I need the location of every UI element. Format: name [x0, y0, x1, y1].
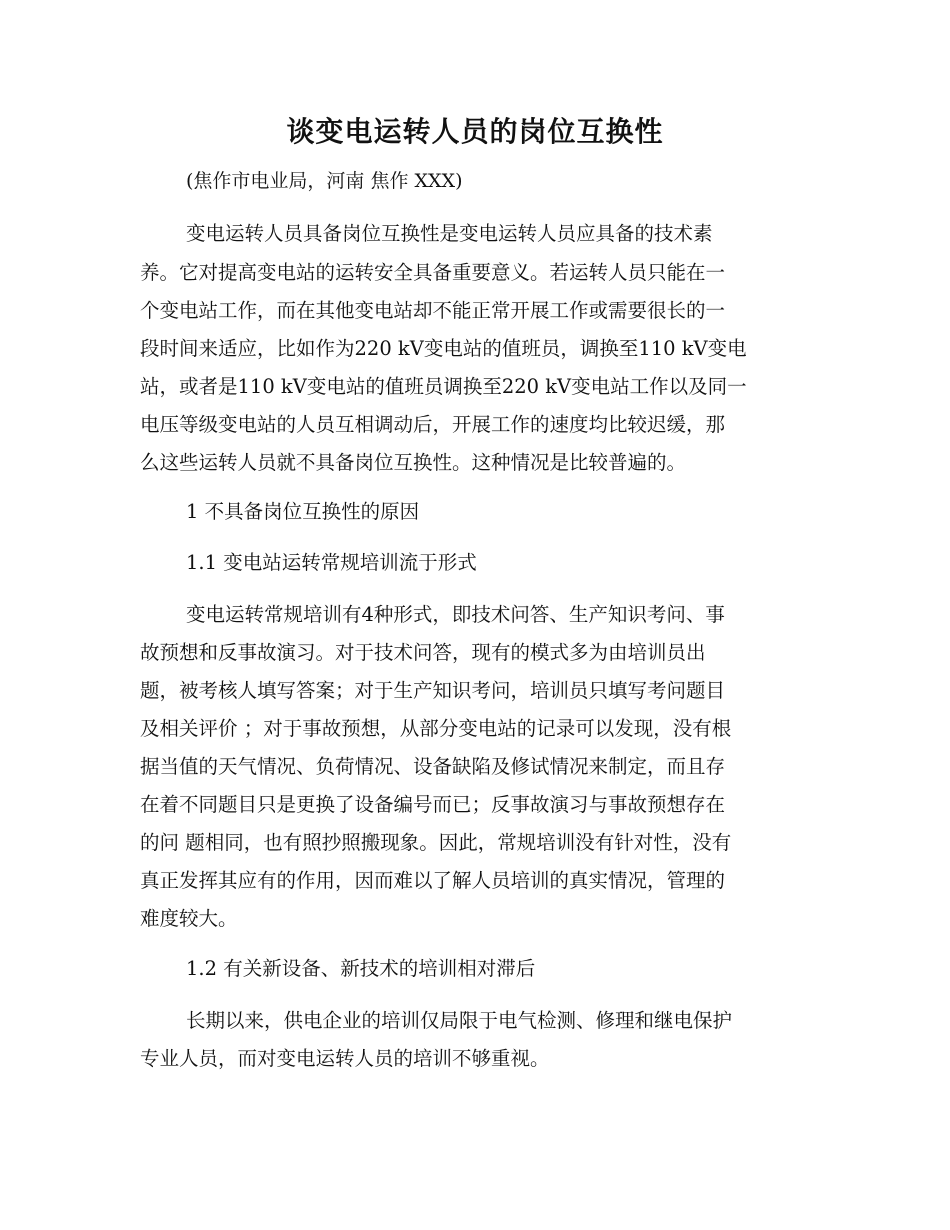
document-title: 谈变电运转人员的岗位互换性	[286, 115, 664, 148]
paragraph-line: 养。它对提高变电站的运转安全具备重要意义。若运转人员只能在一	[140, 261, 726, 284]
paragraph-line: 变电运转人员具备岗位互换性是变电运转人员应具备的技术素	[186, 222, 713, 245]
paragraph-line: 在着不同题目只是更换了设备编号而已；反事故演习与事故预想存在	[140, 793, 726, 816]
paragraph-line: 及相关评价 ；对于事故预想，从部分变电站的记录可以发现，没有根	[140, 717, 732, 740]
section-heading-1-2: 1.2 有关新设备、新技术的培训相对滞后	[186, 957, 536, 980]
paragraph-line: 长期以来，供电企业的培训仅局限于电气检测、修理和继电保护	[186, 1009, 733, 1032]
section-heading-1: 1 不具备岗位互换性的原因	[186, 500, 420, 523]
paragraph-line: 真正发挥其应有的作用，因而难以了解人员培训的真实情况，管理的	[140, 869, 726, 892]
paragraph-line: 据当值的天气情况、负荷情况、设备缺陷及修试情况来制定，而且存	[140, 755, 726, 778]
paragraph-line: 段时间来适应，比如作为220 kV变电站的值班员，调换至110 kV变电	[140, 337, 747, 360]
paragraph-line: 专业人员，而对变电运转人员的培训不够重视。	[140, 1047, 550, 1070]
paragraph-line: 故预想和反事故演习。对于技术问答，现有的模式多为由培训员出	[140, 641, 706, 664]
paragraph-line: 电压等级变电站的人员互相调动后，开展工作的速度均比较迟缓，那	[140, 413, 726, 436]
paragraph-line: 的问 题相同，也有照抄照搬现象。因此，常规培训没有针对性，没有	[140, 831, 732, 854]
section-heading-1-1: 1.1 变电站运转常规培训流于形式	[186, 551, 477, 574]
paragraph-line: 么这些运转人员就不具备岗位互换性。这种情况是比较普遍的。	[140, 451, 687, 474]
paragraph-line: 站，或者是110 kV变电站的值班员调换至220 kV变电站工作以及同一	[140, 375, 747, 398]
paragraph-line: 个变电站工作，而在其他变电站却不能正常开展工作或需要很长的一	[140, 299, 726, 322]
paragraph-line: 题，被考核人填写答案；对于生产知识考问，培训员只填写考问题目	[140, 679, 726, 702]
paragraph-line: 难度较大。	[140, 907, 238, 930]
paragraph-line: 变电运转常规培训有4种形式，即技术问答、生产知识考问、事	[186, 603, 725, 626]
author-affiliation: (焦作市电业局，河南 焦作 XXX)	[186, 170, 463, 192]
